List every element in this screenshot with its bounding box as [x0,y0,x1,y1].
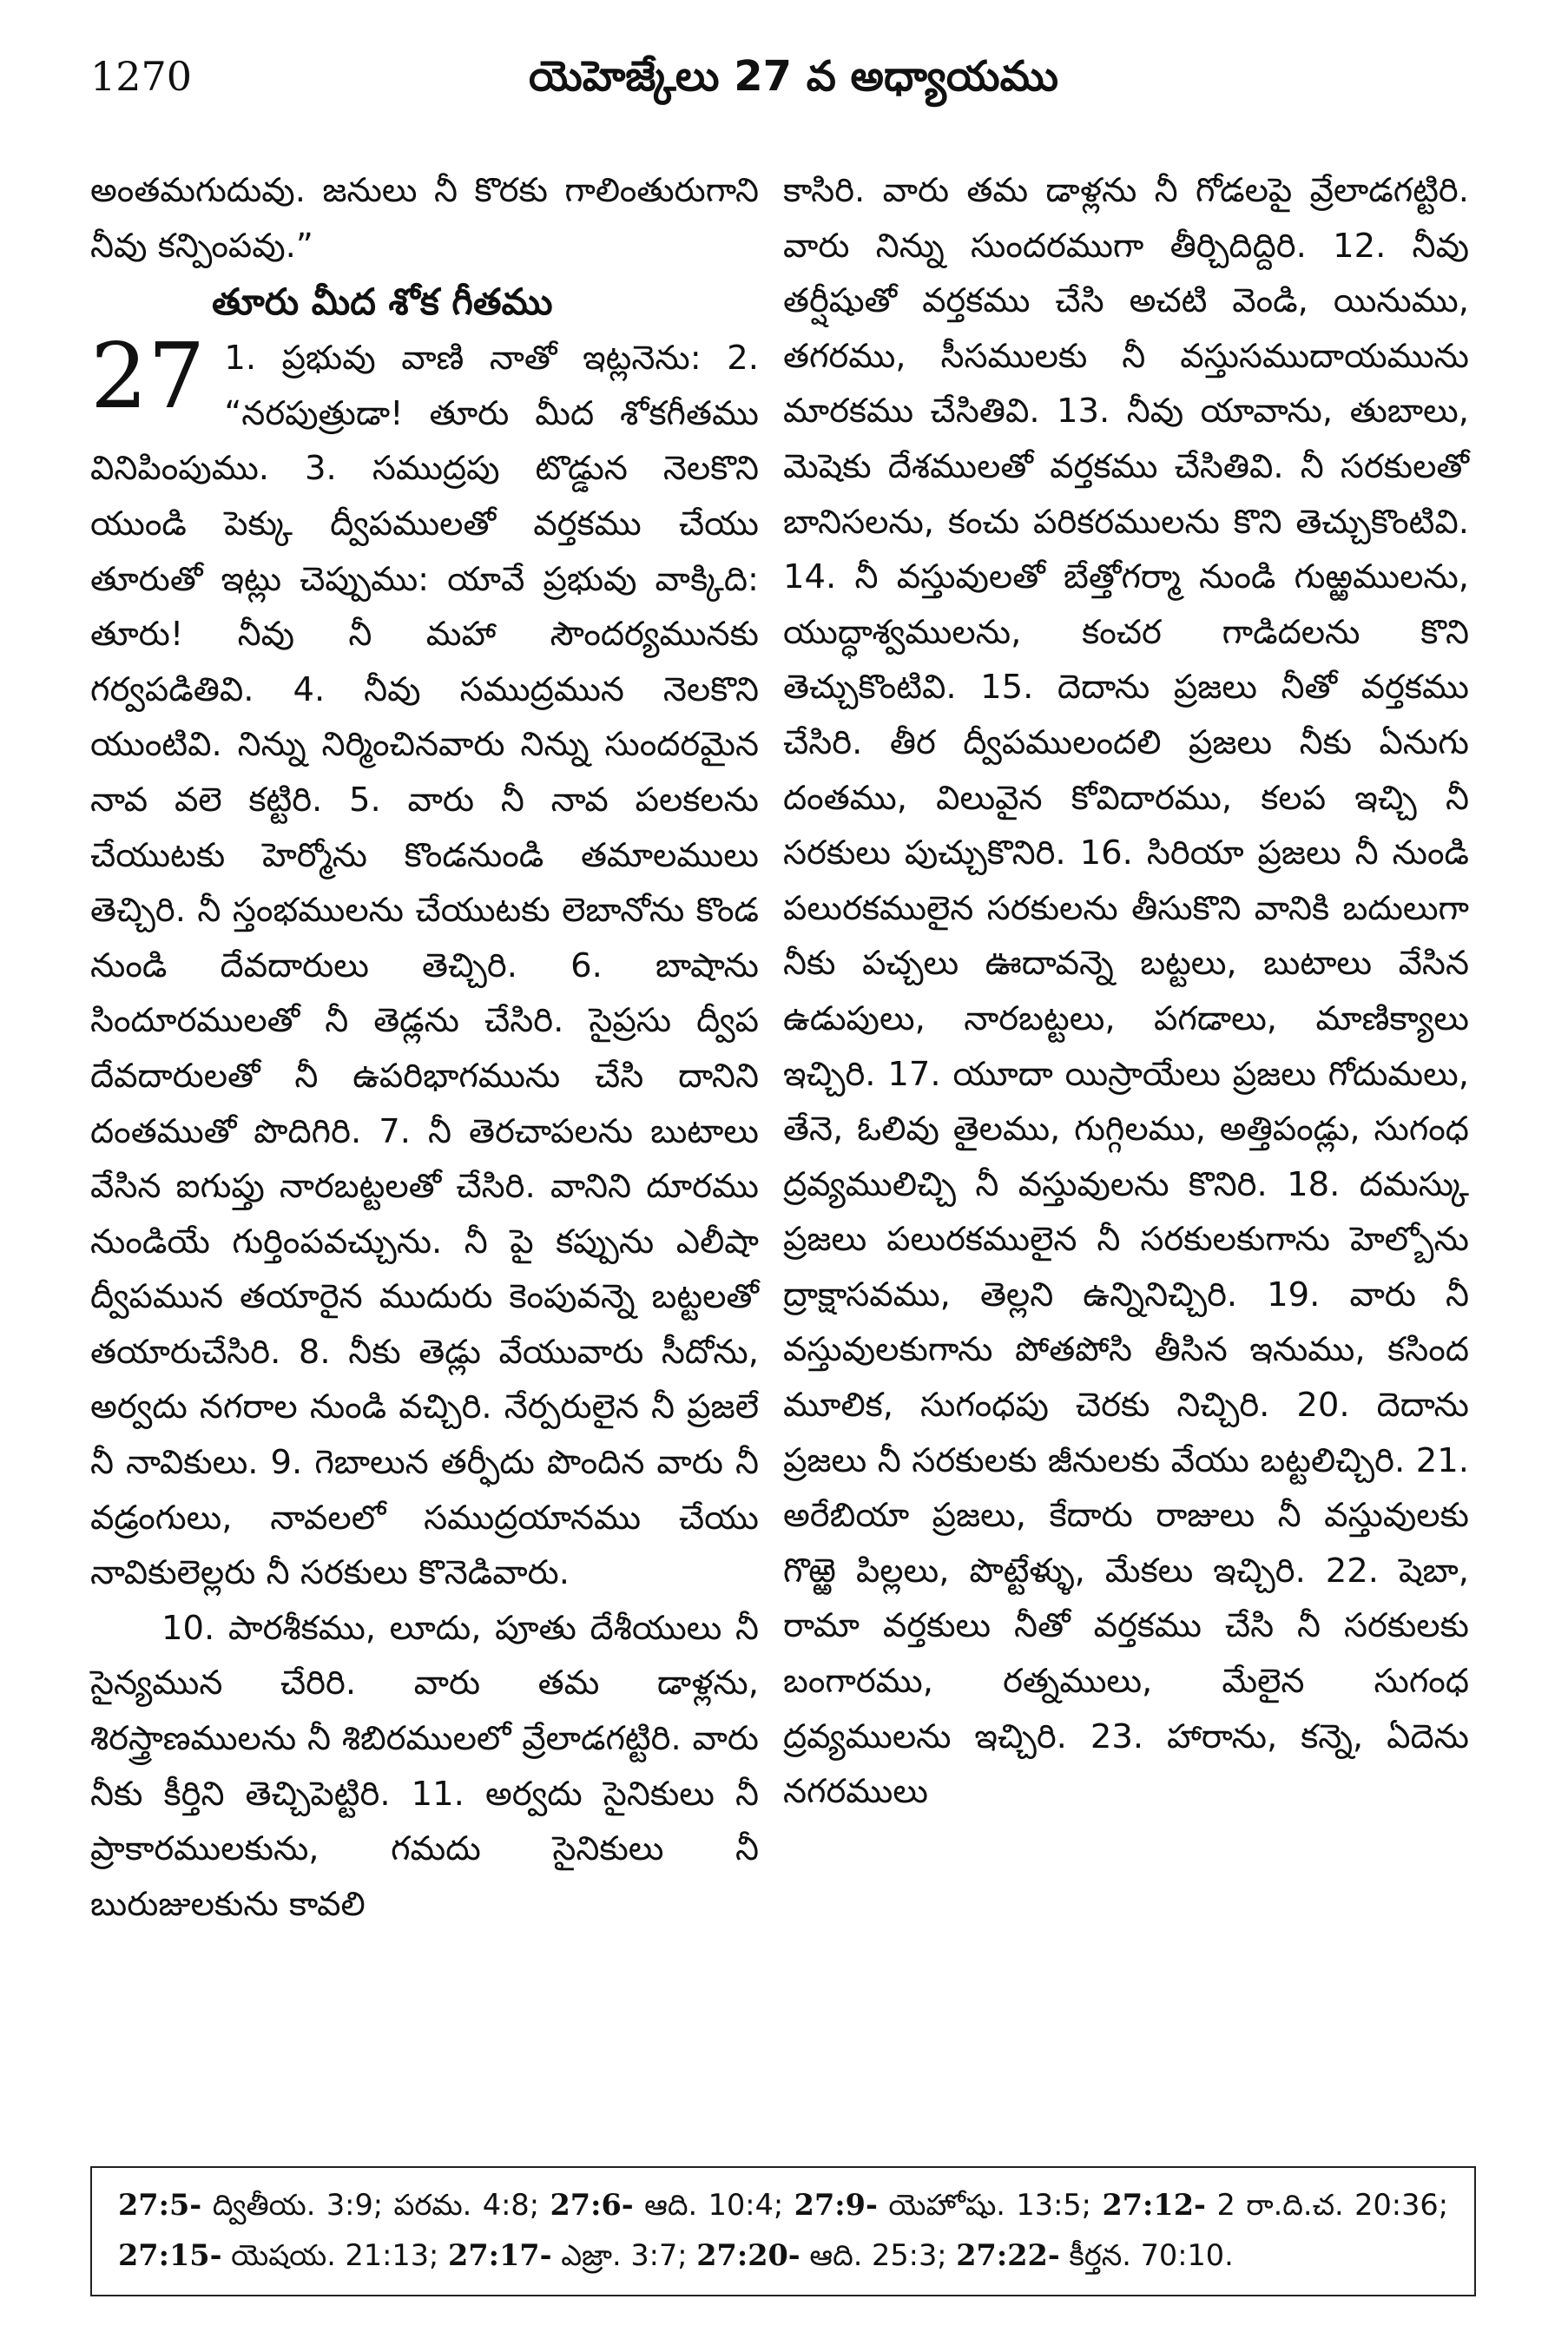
reference-key: 27:12- [1102,2188,1206,2222]
reference-text: 2 రా.ది.చ. 20:36; [1216,2188,1448,2222]
cross-reference [696,2238,946,2272]
section-heading: తూరు మీద శోక గీతము [212,280,553,324]
cross-reference [448,2238,688,2272]
cross-reference [118,2188,539,2222]
cross-reference [794,2188,1091,2222]
reference-text: ద్వితీయ. 3:9; పరమ. 4:8; [212,2188,539,2222]
reference-text: ఎజ్రా. 3:7; [561,2238,688,2272]
reference-text: కీర్తన. 70:10. [1069,2238,1234,2272]
reference-key: 27:22- [956,2238,1060,2272]
reference-key: 27:15- [118,2238,222,2272]
verse-paragraph-2: 10. పారశీకము, లూదు, పూతు దేశీయులు నీ సైన్యమున చేరిరి. వారు తమ డాళ్లను, శిరస్త్రాణములను నీ శిబిరములలో వ్రేలాడగట్టిరి. వారు నీకు కీర్తిని తెచ్చిపెట్టిరి. 11. అర్వదు సైనికులు నీ ప్రాకారములకును, గమదు సైనికులు నీ బురుజులకును కావలి [90,1608,759,1924]
right-column [783,163,1469,1820]
reference-key: 27:17- [448,2238,552,2272]
left-column [90,163,759,1932]
reference-text: యెహోషు. 13:5; [888,2188,1091,2222]
reference-key: 27:6- [550,2188,634,2222]
chapter-number: 27 [90,323,206,430]
page-header [90,42,1497,120]
running-title: యెహెజ్కేలు 27 వ అధ్యాయము [529,52,1058,101]
reference-key: 27:9- [794,2188,878,2222]
reference-key: 27:5- [118,2188,202,2222]
reference-text: ఆది. 10:4; [644,2188,784,2222]
reference-text: ఆది. 25:3; [809,2238,947,2272]
reference-key: 27:20- [696,2238,800,2272]
verse-paragraph-1: 1. ప్రభువు వాణి నాతో ఇట్లనెను: 2. “నరపుత్రుడా! తూరు మీద శోకగీతము వినిపింపుము. 3. సముద్రపు టొడ్డున నెలకొని యుండి పెక్కు ద్వీపములతో వర్తకము చేయు తూరుతో ఇట్లు చెప్పుము: యావే ప్రభువు వాక్కిది: తూరు! నీవు నీ మహా సౌందర్యమునకు గర్వపడితివి. 4. నీవు సముద్రమున నెలకొని యుంటివి. నిన్ను నిర్మించినవారు నిన్ను సుందరమైన నావ వలె కట్టిరి. 5. వారు నీ నావ పలకలను చేయుటకు హెర్మోను కొండనుండి తమాలములు తెచ్చిరి. నీ స్తంభములను చేయుటకు లెబానోను కొండ నుండి దేవదారులు తెచ్చిరి. 6. బాషాను సిందూరములతో నీ తెడ్లను చేసిరి. సైప్రసు ద్వీప దేవదారులతో నీ ఉపరిభాగమును చేసి దానిని దంతముతో పొదిగిరి. 7. నీ తెరచాపలను బుటాలు వేసిన ఐగుప్తు నారబట్టలతో చేసిరి. వానిని దూరము నుండియే గుర్తింపవచ్చును. నీ పై కప్పును ఎలీషా ద్వీపమున తయారైన ముదురు కెంపువన్నె బట్టలతో తయారుచేసిరి. 8. నీకు తెడ్లు వేయువారు సీదోను, అర్వదు నగరాల నుండి వచ్చిరి. నేర్పరులైన నీ ప్రజలే నీ నావికులు. 9. గెబాలున తర్ఫీదు పొందిన వారు నీ వడ్రంగులు, నావలలో సముద్రయానము చేయు నావికులెల్లరు నీ సరకులు కొనెడివారు. [90,339,759,1593]
page-number: 1270 [90,53,193,100]
cross-reference [550,2188,783,2222]
cross-reference [1102,2188,1448,2222]
cross-reference [118,2238,438,2272]
verse-paragraph-3: కాసిరి. వారు తమ డాళ్లను నీ గోడలపై వ్రేలాడగట్టిరి. వారు నిన్ను సుందరముగా తీర్చిదిద్దిరి. 12. నీవు తర్షీషుతో వర్తకము చేసి అచటి వెండి, యినుము, తగరము, సీసములకు నీ వస్తుసముదాయమును మారకము చేసితివి. 13. నీవు యావాను, తుబాలు, మెషెకు దేశములతో వర్తకము చేసితివి. నీ సరకులతో బానిసలను, కంచు పరికరములను కొని తెచ్చుకొంటివి. 14. నీ వస్తువులతో బేత్తోగర్మా నుండి గుఱ్ఱములను, యుద్ధాశ్వములను, కంచర గాడిదలను కొని తెచ్చుకొంటివి. 15. దెదాను ప్రజలు నీతో వర్తకము చేసిరి. తీర ద్వీపములందలి ప్రజలు నీకు ఏనుగు దంతము, విలువైన కోవిదారము, కలప ఇచ్చి నీ సరకులు పుచ్చుకొనిరి. 16. సిరియా ప్రజలు నీ నుండి పలురకములైన సరకులను తీసుకొని వానికి బదులుగా నీకు పచ్చలు ఊదావన్నె బట్టలు, బుటాలు వేసిన ఉడుపులు, నారబట్టలు, పగడాలు, మాణిక్యాలు ఇచ్చిరి. 17. యూదా యిస్రాయేలు ప్రజలు గోదుమలు, తేనె, ఓలివు తైలము, గుగ్గిలము, అత్తిపండ్లు, సుగంధ ద్రవ్యములిచ్చి నీ వస్తువులను కొనిరి. 18. దమస్కు ప్రజలు పలురకములైన నీ సరకులకుగాను హెల్బోను ద్రాక్షాసవము, తెల్లని ఉన్నినిచ్చిరి. 19. వారు నీ వస్తువులకుగాను పోతపోసి తీసిన ఇనుము, కసింద మూలిక, సుగంధపు చెరకు నిచ్చిరి. 20. దెదాను ప్రజలు నీ సరకులకు జీనులకు వేయు బట్టలిచ్చిరి. 21. అరేబియా ప్రజలు, కేదారు రాజులు నీ వస్తువులకు గొఱ్ఱె పిల్లలు, పొట్టేళ్ళు, మేకలు ఇచ్చిరి. 22. షెబా, రామా వర్తకులు నీతో వర్తకము చేసి నీ సరకులకు బంగారము, రత్నములు, మేలైన సుగంధ ద్రవ్యములను ఇచ్చిరి. 23. హారాను, కన్నె, ఏదెను నగరములు [783,171,1469,1812]
cross-reference [956,2238,1234,2272]
reference-text: యెషయ. 21:13; [231,2238,439,2272]
carryover-paragraph: అంతమగుదువు. జనులు నీ కొరకు గాలింతురుగాని నీవు కన్పింపవు.” [90,171,759,266]
cross-references-box [90,2166,1476,2296]
